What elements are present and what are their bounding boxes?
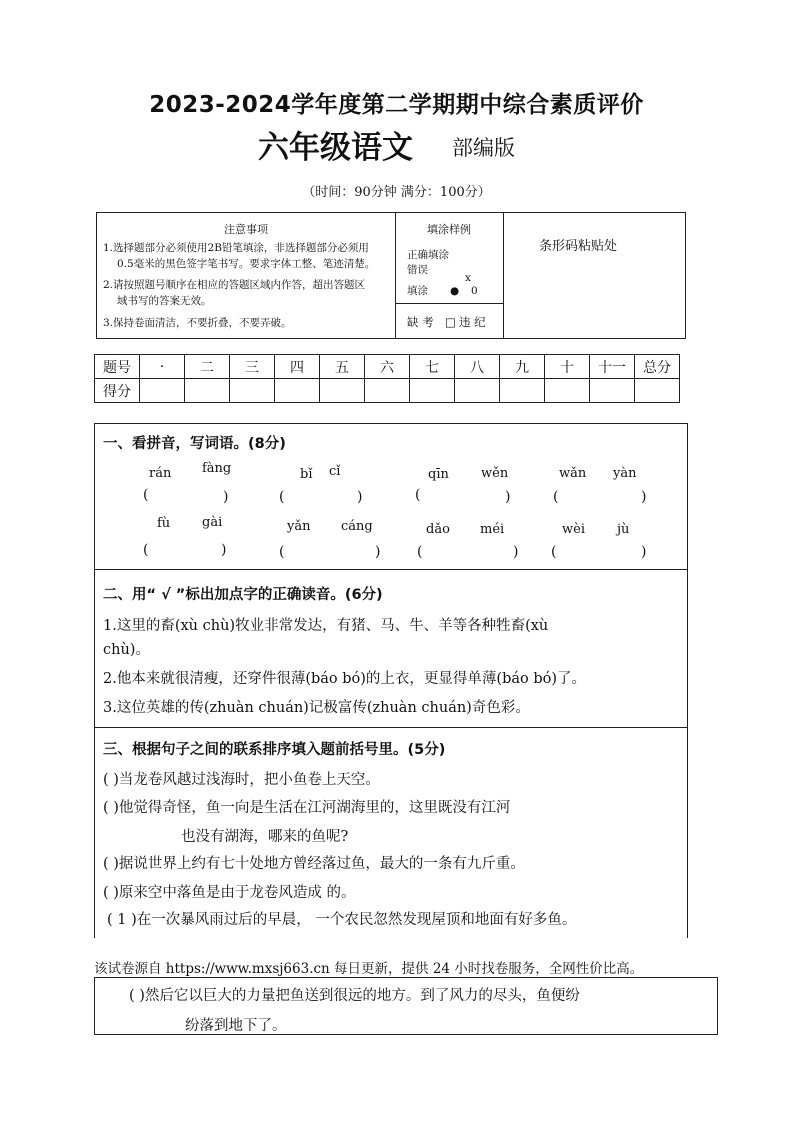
sample-panel xyxy=(395,213,504,338)
answer-paren-close: ) xyxy=(221,542,227,558)
score-cell[interactable] xyxy=(410,379,455,403)
answer-paren-open: ( xyxy=(279,544,285,560)
pinyin: qīn xyxy=(428,467,449,482)
answer-paren-close: ) xyxy=(357,489,363,505)
pinyin: méi xyxy=(480,522,505,537)
section-title: 三、根据句子之间的联系排序填入题前括号里。(5分) xyxy=(103,742,446,758)
section-ordering xyxy=(94,727,688,938)
score-header-cell: 三 xyxy=(230,355,275,379)
ordering-line: 纷落到地下了。 xyxy=(185,1018,287,1034)
pinyin: jù xyxy=(617,522,630,537)
score-cell[interactable] xyxy=(275,379,320,403)
score-cell[interactable] xyxy=(635,379,680,403)
score-table xyxy=(94,354,680,403)
ordering-line: ( )据说世界上约有七十处地方曾经落过鱼，最大的一条有九斤重。 xyxy=(103,856,525,872)
notice-title: 注意事项 xyxy=(224,223,268,236)
answer-paren-open: ( xyxy=(279,489,285,505)
sample-divider xyxy=(395,303,503,304)
score-row-label: 得分 xyxy=(95,379,140,403)
barcode-label: 条形码粘贴处 xyxy=(539,239,618,254)
notice-rule: 2.请按照题号顺序在相应的答题区域内作答，超出答题区 xyxy=(103,279,366,291)
score-cell[interactable] xyxy=(545,379,590,403)
section-title: 一、看拼音，写词语。(8分) xyxy=(103,436,286,452)
score-header-cell: 五 xyxy=(320,355,365,379)
score-cell[interactable] xyxy=(455,379,500,403)
score-header-cell: · xyxy=(140,355,185,379)
score-cell[interactable] xyxy=(500,379,545,403)
score-cell[interactable] xyxy=(140,379,185,403)
notice-panel xyxy=(97,213,396,338)
question-line: chù)。 xyxy=(103,642,150,658)
score-cell[interactable] xyxy=(185,379,230,403)
pinyin: fàng xyxy=(202,461,232,476)
notice-rule: 域书写的答案无效。 xyxy=(117,295,212,307)
score-header-cell: 六 xyxy=(365,355,410,379)
answer-paren-open: ( xyxy=(551,544,557,560)
pinyin: dǎo xyxy=(426,522,450,537)
section-pinyin xyxy=(94,423,688,570)
ordering-line: ( )当龙卷风越过浅海时，把小鱼卷上天空。 xyxy=(103,772,380,788)
score-cell[interactable] xyxy=(365,379,410,403)
answer-paren-close: ) xyxy=(505,489,511,505)
ordering-line: ( 1 )在一次暴风雨过后的早晨， 一个农民忽然发现屋顶和地面有好多鱼。 xyxy=(107,912,577,928)
score-row xyxy=(95,379,680,403)
ordering-line: ( )然后它以巨大的力量把鱼送到很远的地方。到了风力的尽头，鱼便纷 xyxy=(129,988,580,1004)
absent-label: 缺 考 xyxy=(407,315,434,329)
score-header-cell: 七 xyxy=(410,355,455,379)
question-line: 2.他本来就很清瘦，还穿件很薄(báo bó)的上衣，更显得单薄(báo bó)了。 xyxy=(103,671,587,687)
answer-paren-close: ) xyxy=(513,544,519,560)
answer-paren-close: ) xyxy=(223,489,229,505)
pinyin: yǎn xyxy=(287,519,311,534)
answer-paren-open: ( xyxy=(417,544,423,560)
section-title: 二、用“ √ ”标出加点字的正确读音。(6分) xyxy=(103,587,383,603)
question-line: 3.这位英雄的传(zhuàn chuán)记极富传(zhuàn chuán)奇色彩。 xyxy=(103,700,530,716)
sample-o-mark: 0 xyxy=(471,285,478,297)
score-cell[interactable] xyxy=(590,379,635,403)
absent-checkbox[interactable]: □ xyxy=(445,315,456,329)
edition-label: 部编版 xyxy=(452,136,515,160)
answer-paren-close: ) xyxy=(641,489,647,505)
score-header-cell: 九 xyxy=(500,355,545,379)
sample-correct: 正确填涂 xyxy=(407,249,449,261)
score-header-cell: 十 xyxy=(545,355,590,379)
info-box xyxy=(96,212,686,339)
pinyin: yàn xyxy=(613,466,637,481)
score-cell[interactable] xyxy=(320,379,365,403)
violation-label: 违 纪 xyxy=(459,315,486,329)
exam-title: 2023-2024学年度第二学期期中综合素质评价 xyxy=(149,92,644,118)
pinyin: wǎn xyxy=(559,466,587,481)
sample-fill: 填涂 xyxy=(407,285,428,297)
pinyin: bǐ xyxy=(300,467,313,482)
score-cell[interactable] xyxy=(230,379,275,403)
answer-paren-open: ( xyxy=(143,487,149,503)
score-header-cell: 二 xyxy=(185,355,230,379)
score-header-cell: 四 xyxy=(275,355,320,379)
pinyin: cáng xyxy=(341,519,373,534)
answer-paren-close: ) xyxy=(375,544,381,560)
section-pronunciation xyxy=(94,569,688,728)
time-info: （时间：90分钟 满分：100分） xyxy=(302,185,491,200)
notice-rule: 0.5毫米的黑色签字笔书写。要求字体工整、笔迹清楚。 xyxy=(117,258,376,270)
score-header-cell: 八 xyxy=(455,355,500,379)
pinyin: gài xyxy=(202,515,223,530)
barcode-area xyxy=(503,213,685,338)
answer-paren-close: ) xyxy=(641,544,647,560)
sample-wrong: 错误 xyxy=(407,264,428,276)
subject-title: 六年级语文 xyxy=(258,130,413,166)
sample-x-mark: x xyxy=(465,272,471,284)
question-line: 1.这里的畜(xù chù)牧业非常发达，有猪、马、牛、羊等各种牲畜(xù xyxy=(103,618,549,634)
notice-rule: 3.保持卷面清洁，不要折叠，不要弄破。 xyxy=(103,317,292,329)
ordering-line: ( )原来空中落鱼是由于龙卷风造成 的。 xyxy=(103,885,356,901)
pinyin: rán xyxy=(149,466,172,481)
score-header-row xyxy=(95,355,680,379)
notice-rule: 1.选择题部分必须使用2B铅笔填涂，非选择题部分必须用 xyxy=(103,242,369,254)
continuation-box xyxy=(94,977,718,1035)
pinyin: cǐ xyxy=(329,464,341,479)
ordering-line: ( )他觉得奇怪，鱼一向是生活在江河湖海里的，这里既没有江河 xyxy=(103,800,511,816)
pinyin: fù xyxy=(157,516,171,531)
ordering-line: 也没有湖海，哪来的鱼呢? xyxy=(181,829,349,845)
answer-paren-open: ( xyxy=(553,489,559,505)
score-header-cell: 十一 xyxy=(590,355,635,379)
sample-title: 填涂样例 xyxy=(427,223,471,236)
score-header-cell: 题号 xyxy=(95,355,140,379)
source-footer: 该试卷源自 https://www.mxsj663.cn 每日更新，提供 24 小时找卷服务，全网性价比高。 xyxy=(94,961,644,977)
pinyin: wèi xyxy=(562,522,585,537)
answer-paren-open: ( xyxy=(143,542,149,558)
score-header-cell: 总分 xyxy=(635,355,680,379)
pinyin: wěn xyxy=(481,466,509,481)
sample-dot-mark: ● xyxy=(450,285,460,297)
answer-paren-open: ( xyxy=(415,487,421,503)
